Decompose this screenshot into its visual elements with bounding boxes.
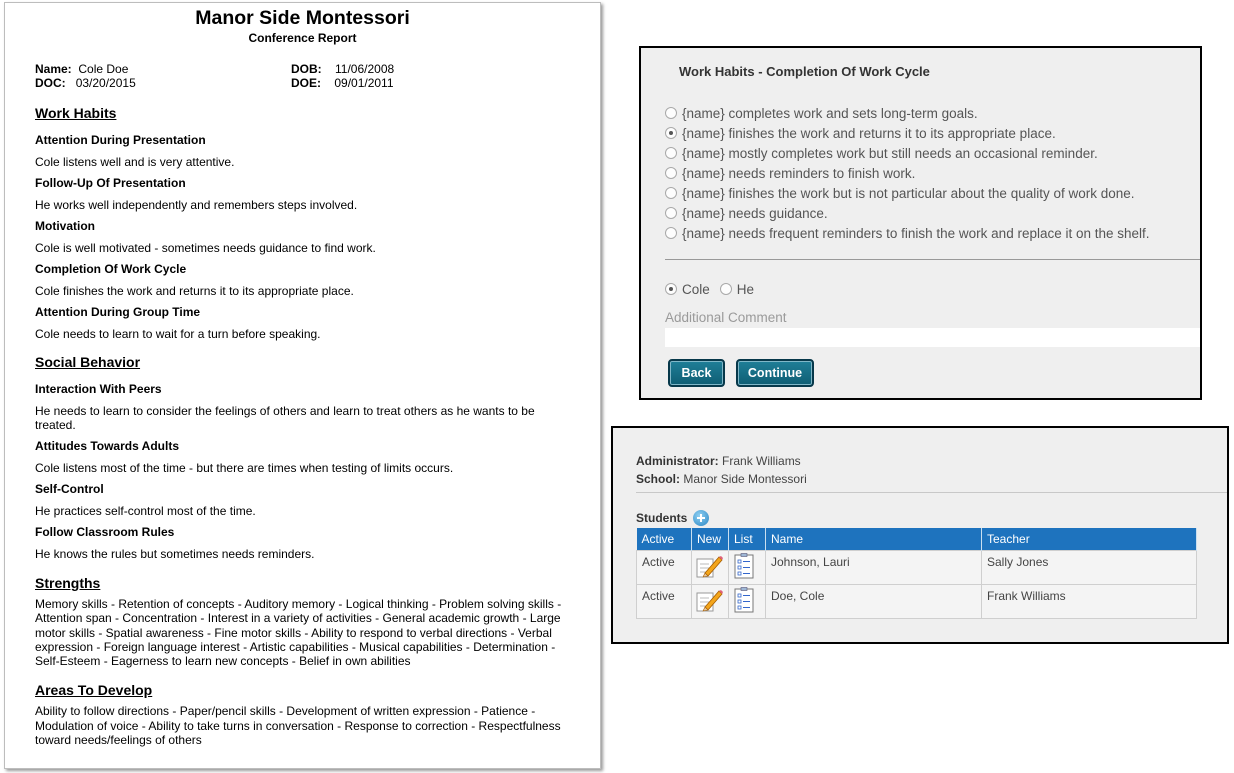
dob-row [291, 62, 394, 76]
option-radio[interactable] [665, 123, 1150, 143]
areas-to-develop-text: Ability to follow directions - Paper/pencil skills - Development of written expression - Patience - Modulation of voice - Ability to take turns in conversation - Response to correction - Respectfulness toward needs/feelings of others [35, 704, 561, 748]
item-text: He works well independently and remembers steps involved. [35, 198, 358, 212]
checklist-icon[interactable] [732, 587, 756, 613]
report-title: Manor Side Montessori [195, 7, 410, 29]
doc-value: 03/20/2015 [75, 76, 136, 90]
pronoun-selector [665, 279, 764, 299]
item-title: Attitudes Towards Adults [35, 439, 179, 453]
option-label: {name} needs reminders to finish work. [682, 165, 916, 181]
option-radio[interactable] [665, 223, 1150, 243]
radio-button[interactable] [665, 207, 677, 219]
column-header-list: List [729, 528, 766, 550]
student-info [35, 62, 570, 92]
status-cell: Active [637, 550, 692, 584]
doe-value: 09/01/2011 [334, 76, 394, 90]
pronoun-label: He [736, 281, 755, 297]
table-row [637, 550, 1197, 584]
teacher-cell: Frank Williams [982, 584, 1197, 618]
students-panel [611, 426, 1229, 644]
column-header-name: Name [766, 528, 982, 550]
column-header-active: Active [637, 528, 692, 550]
dob-value: 11/06/2008 [335, 62, 395, 76]
student-name-cell[interactable]: Johnson, Lauri [766, 550, 982, 584]
administrator-name: Frank Williams [722, 454, 801, 468]
item-text: He knows the rules but sometimes needs reminders. [35, 547, 315, 561]
option-radio[interactable] [665, 163, 1150, 183]
additional-comment-label: Additional Comment [665, 310, 787, 325]
item-title: Follow-Up Of Presentation [35, 176, 186, 190]
school-name: Manor Side Montessori [683, 472, 807, 486]
radio-button[interactable] [665, 167, 677, 179]
admin-info [636, 452, 807, 488]
option-label: {name} finishes the work but is not particular about the quality of work done. [682, 185, 1135, 201]
item-text: He practices self-control most of the time. [35, 504, 256, 518]
radio-button-selected[interactable] [665, 127, 677, 139]
column-header-new: New [692, 528, 729, 550]
item-title: Motivation [35, 219, 95, 233]
section-heading-strengths: Strengths [35, 575, 101, 591]
doe-label: DOE: [291, 76, 321, 90]
radio-button[interactable] [720, 283, 732, 295]
item-text: Cole finishes the work and returns it to its appropriate place. [35, 284, 354, 298]
pronoun-radio-cole[interactable] [665, 279, 710, 299]
option-radio[interactable] [665, 183, 1150, 203]
pronoun-label: Cole [682, 281, 710, 297]
radio-button[interactable] [665, 187, 677, 199]
doc-row [35, 76, 136, 90]
option-label: {name} finishes the work and returns it to its appropriate place. [682, 125, 1056, 141]
new-report-cell [692, 584, 729, 618]
item-text: Cole needs to learn to wait for a turn before speaking. [35, 327, 321, 341]
radio-button[interactable] [665, 227, 677, 239]
item-title: Interaction With Peers [35, 382, 162, 396]
option-radio[interactable] [665, 203, 1150, 223]
report-subtitle: Conference Report [248, 31, 357, 45]
item-text: Cole is well motivated - sometimes needs guidance to find work. [35, 241, 376, 255]
pencil-edit-icon[interactable] [695, 587, 723, 613]
panel-title: Work Habits - Completion Of Work Cycle [679, 64, 930, 79]
doe-row [291, 76, 394, 90]
student-name-cell[interactable]: Doe, Cole [766, 584, 982, 618]
item-text: Cole listens well and is very attentive. [35, 155, 235, 169]
checklist-icon[interactable] [732, 553, 756, 579]
item-title: Completion Of Work Cycle [35, 262, 187, 276]
section-heading-work-habits: Work Habits [35, 105, 117, 121]
divider [665, 259, 1202, 260]
back-button[interactable]: Back [668, 359, 725, 387]
column-header-teacher: Teacher [982, 528, 1197, 550]
table-row [637, 584, 1197, 618]
students-heading [636, 510, 709, 526]
doc-label: DOC: [35, 76, 66, 90]
option-label: {name} needs frequent reminders to finish the work and replace it on the shelf. [682, 225, 1150, 241]
name-label: Name: [35, 62, 72, 76]
option-radio[interactable] [665, 103, 1150, 123]
section-heading-social-behavior: Social Behavior [35, 354, 141, 370]
students-heading-label: Students [636, 511, 688, 525]
list-reports-cell [729, 550, 766, 584]
administrator-label: Administrator: [636, 454, 719, 468]
option-label: {name} needs guidance. [682, 205, 828, 221]
radio-button-selected[interactable] [665, 283, 677, 295]
administrator-row [636, 452, 807, 470]
teacher-cell: Sally Jones [982, 550, 1197, 584]
item-title: Attention During Group Time [35, 305, 201, 319]
option-label: {name} mostly completes work but still needs an occasional reminder. [682, 145, 1098, 161]
item-title: Self-Control [35, 482, 104, 496]
item-text: He needs to learn to consider the feelings of others and learn to treat others as he wants to be treated. [35, 404, 535, 432]
continue-button[interactable]: Continue [736, 359, 814, 387]
item-title: Attention During Presentation [35, 133, 206, 147]
school-row [636, 470, 807, 488]
dob-label: DOB: [291, 62, 322, 76]
option-list [665, 103, 1150, 243]
item-title: Follow Classroom Rules [35, 525, 175, 539]
students-table [636, 528, 1197, 619]
strengths-text: Memory skills - Retention of concepts - Auditory memory - Logical thinking - Problem solving skills - Attention span - Concentration - Interest in a variety of activities - General academic growth - Large motor skills - Spatial awareness - Fine motor skills - Ability to respond to verbal directions - Verbal expression - Foreign language interest - Artistic capabilities - Musical capabilities - Determination - Self-Esteem - Eagerness to learn new concepts - Belief in own abilities [35, 597, 562, 669]
table-header-row [637, 528, 1197, 550]
radio-button[interactable] [665, 107, 677, 119]
list-reports-cell [729, 584, 766, 618]
pronoun-radio-he[interactable] [720, 279, 754, 299]
work-habits-panel [639, 46, 1202, 400]
add-student-icon[interactable] [693, 510, 709, 526]
school-label: School: [636, 472, 680, 486]
divider [636, 492, 1229, 493]
radio-button[interactable] [665, 147, 677, 159]
name-row [35, 62, 128, 76]
section-heading-areas-to-develop: Areas To Develop [35, 682, 153, 699]
additional-comment-input[interactable] [665, 328, 1202, 347]
new-report-cell [692, 550, 729, 584]
name-value: Cole Doe [78, 62, 129, 76]
option-label: {name} completes work and sets long-term goals. [682, 105, 978, 121]
pencil-edit-icon[interactable] [695, 553, 723, 579]
option-radio[interactable] [665, 143, 1150, 163]
conference-report-document [4, 2, 601, 769]
item-text: Cole listens most of the time - but there are times when testing of limits occurs. [35, 461, 454, 475]
status-cell: Active [637, 584, 692, 618]
